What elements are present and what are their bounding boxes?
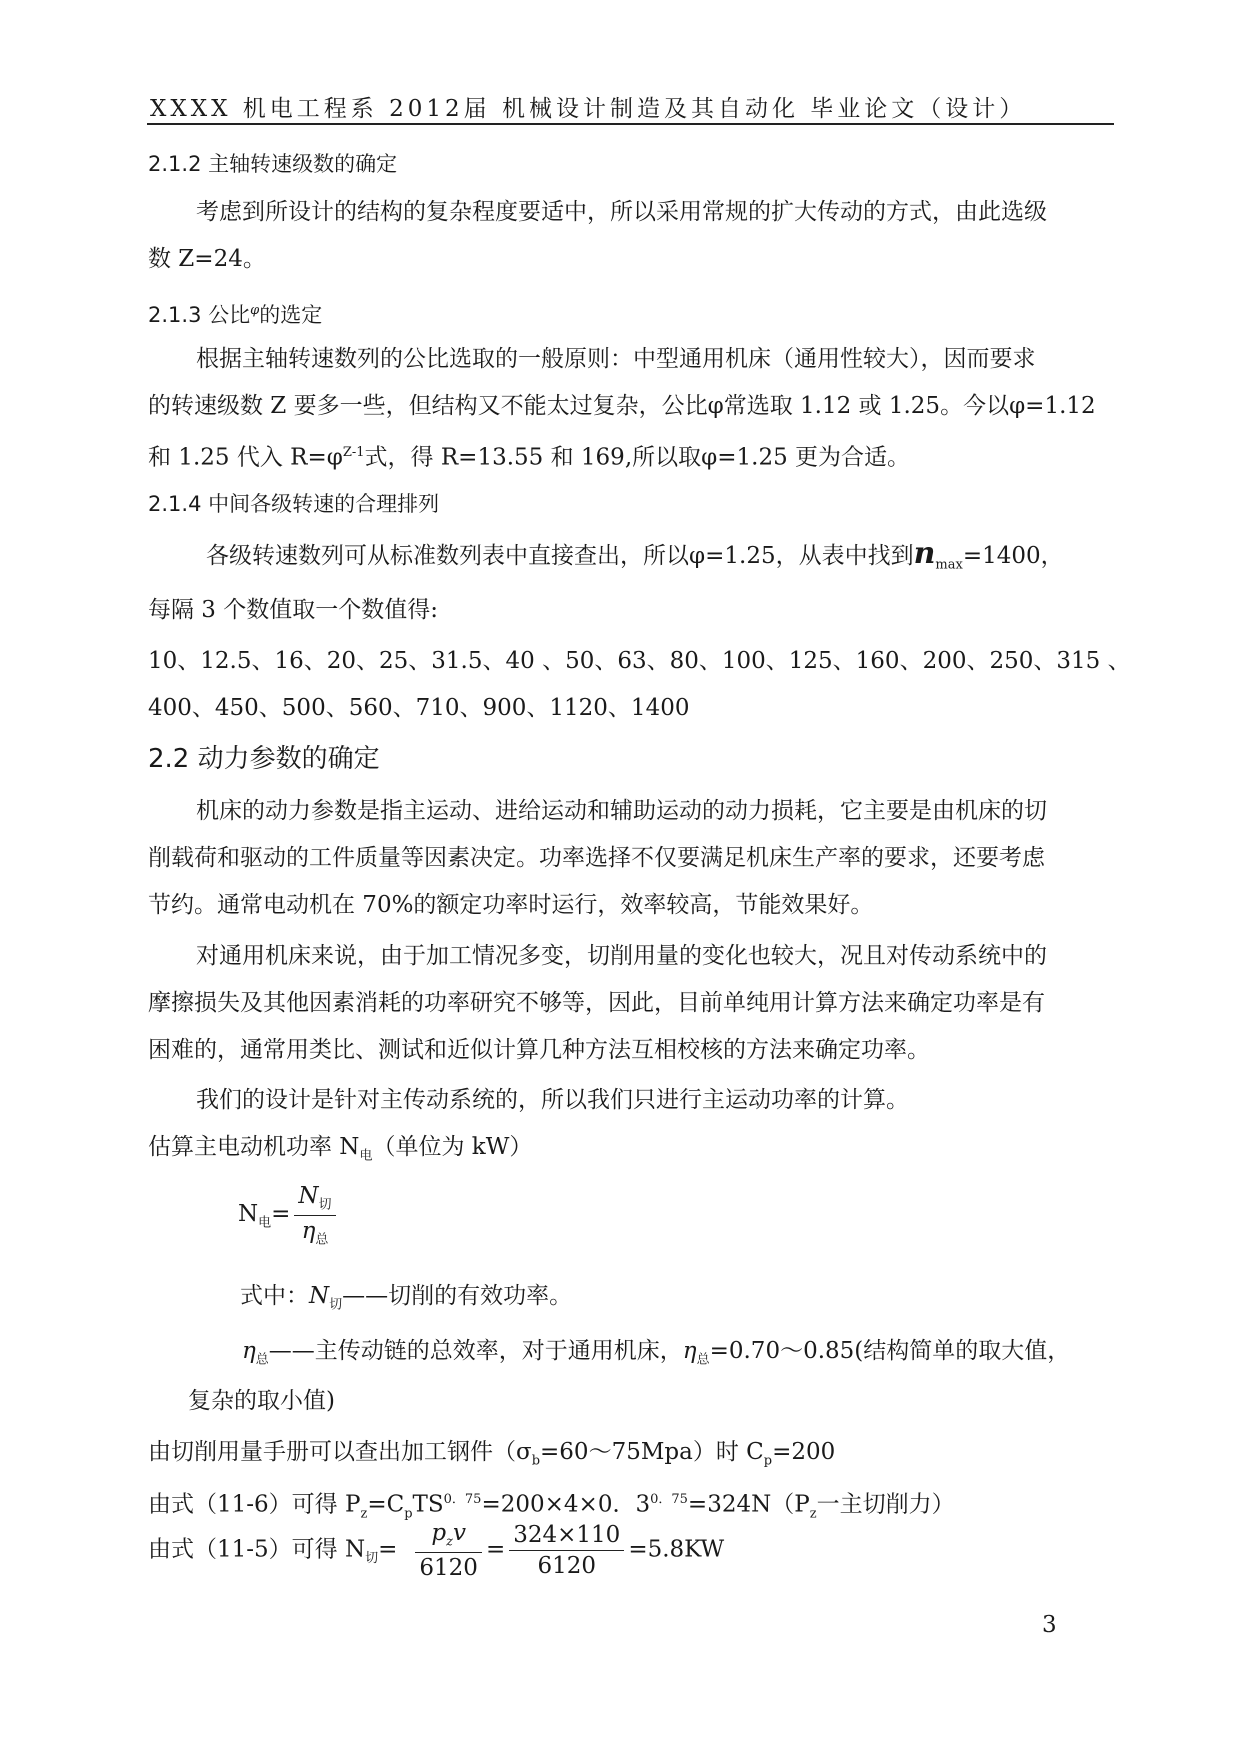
- phi-symbol: φ: [250, 303, 260, 318]
- formula-symbol: p: [431, 1520, 447, 1546]
- text-run: 各级转速数列可从标准数列表中直接查出，所以φ=1.25，从表中找到: [206, 543, 914, 569]
- running-header: XXXX 机电工程系 2012届 机械设计制造及其自动化 毕业论文（设计）: [150, 96, 1027, 122]
- paragraph-line: 对通用机床来说，由于加工情况多变，切削用量的变化也较大，况且对传动系统中的: [196, 943, 1047, 969]
- paragraph-line: 削载荷和驱动的工件质量等因素决定。功率选择不仅要满足机床生产率的要求，还要考虑: [148, 845, 1045, 871]
- paragraph-line: [148, 437, 1116, 474]
- heading-2-1-2: 2.1.2 主轴转速级数的确定: [148, 152, 398, 176]
- heading-2-1-3: [148, 295, 1116, 331]
- numerator: [415, 1520, 482, 1553]
- subscript: 总: [696, 1352, 710, 1368]
- numerator: 324×110: [509, 1522, 624, 1551]
- text-run: =0.70～0.85(结构简单的取大值，: [709, 1338, 1071, 1364]
- text-run: =C: [367, 1491, 405, 1518]
- superscript: Z-1: [342, 445, 365, 460]
- subscript: z: [809, 1506, 817, 1522]
- text-run: =324N（P: [687, 1491, 810, 1518]
- text-run: =60～75Mpa）时 C: [540, 1439, 764, 1465]
- paragraph-line: [148, 1131, 1116, 1173]
- text-run: =1400，: [962, 543, 1064, 569]
- text-run: 由式（11-5）可得 N: [148, 1536, 366, 1563]
- subscript: z: [360, 1506, 368, 1522]
- paragraph-line: 我们的设计是针对主传动系统的，所以我们只进行主运动功率的计算。: [196, 1087, 909, 1113]
- speed-series-line: 400、450、500、560、710、900、1120、1400: [148, 695, 690, 721]
- fraction: [415, 1520, 482, 1581]
- definition-line: [240, 1280, 1208, 1322]
- subscript: 切: [318, 1197, 332, 1213]
- subscript: 总: [255, 1352, 269, 1368]
- subscript: 电: [258, 1215, 272, 1231]
- equals-sign: =: [271, 1201, 291, 1228]
- denominator: 6120: [419, 1554, 478, 1581]
- formula-symbol: η: [682, 1338, 697, 1364]
- subscript: p: [763, 1453, 773, 1469]
- paragraph-line: 机床的动力参数是指主运动、进给运动和辅助运动的动力损耗，它主要是由机床的切: [196, 798, 1047, 824]
- text-run: 式中：: [240, 1283, 309, 1309]
- paragraph-line: 摩擦损失及其他因素消耗的功率研究不够等，因此，目前单纯用计算方法来确定功率是有: [148, 990, 1045, 1016]
- text-run: ——切削的有效功率。: [342, 1283, 573, 1309]
- text-run: 式，得 R=13.55 和 169,所以取φ=1.25 更为合适。: [364, 444, 911, 471]
- text-run: ——主传动链的总效率，对于通用机床，: [268, 1338, 683, 1364]
- paragraph-line: 考虑到所设计的结构的复杂程度要适中，所以采用常规的扩大传动的方式，由此选级: [196, 199, 1047, 225]
- definition-line: 复杂的取小值): [188, 1388, 335, 1414]
- subscript: 总: [315, 1232, 329, 1248]
- result-text: =5.8KW: [628, 1536, 725, 1563]
- fraction: [509, 1522, 624, 1579]
- equals-sign: =: [485, 1536, 506, 1563]
- formula-symbol: η: [242, 1338, 256, 1364]
- speed-series-line: 10、12.5、16、20、25、31.5、40 、50、63、80、100、125、160、200、250、315 、: [148, 648, 1131, 674]
- paragraph-line: 根据主轴转速数列的公比选取的一般原则：中型通用机床（通用性较大），因而要求: [196, 346, 1036, 372]
- subscript: p: [404, 1506, 413, 1522]
- heading-2-2: 2.2 动力参数的确定: [148, 744, 380, 774]
- text-run: 由切削用量手册可以查出加工钢件（σ: [148, 1439, 532, 1465]
- paragraph-line: 困难的，通常用类比、测试和近似计算几种方法互相校核的方法来确定功率。: [148, 1037, 930, 1063]
- n-symbol: n: [913, 536, 936, 571]
- paragraph-line: 节约。通常电动机在 70%的额定功率时运行，效率较高，节能效果好。: [148, 892, 874, 918]
- paragraph-line: 的转速级数 Z 要多一些，但结构又不能太过复杂，公比φ常选取 1.12 或 1.25。今以φ=1.12: [148, 393, 1096, 419]
- superscript: 0．75: [443, 1492, 482, 1507]
- paragraph-line: [206, 538, 1174, 582]
- numerator: [294, 1183, 335, 1216]
- formula-cutting-power: [148, 1520, 724, 1581]
- formula-symbol: η: [301, 1217, 316, 1244]
- text-run: 和 1.25 代入 R=φ: [148, 444, 343, 471]
- denominator: [294, 1216, 335, 1248]
- text-run: （单位为 kW）: [372, 1134, 533, 1160]
- heading-2-1-4: 2.1.4 中间各级转速的合理排列: [148, 492, 440, 516]
- text-run: =200×4×0．3: [481, 1491, 651, 1518]
- formula-symbol: N: [309, 1283, 330, 1309]
- heading-text: 2.1.3 公比: [148, 303, 251, 327]
- equals-sign: =: [378, 1536, 398, 1563]
- header-rule: [147, 123, 1114, 125]
- superscript: 0．75: [650, 1492, 688, 1507]
- formula-symbol: v: [452, 1520, 466, 1546]
- formula-symbol: N: [238, 1201, 259, 1228]
- paragraph-line: [148, 1436, 1116, 1478]
- subscript: b: [531, 1453, 541, 1469]
- text-run: 估算主电动机功率 N: [148, 1134, 360, 1160]
- subscript: 切: [365, 1550, 379, 1566]
- subscript: z: [446, 1534, 453, 1550]
- text-run: 由式（11-6）可得 P: [148, 1491, 361, 1518]
- fraction: [294, 1183, 335, 1247]
- heading-text: 的选定: [259, 303, 323, 327]
- subscript: 电: [359, 1148, 373, 1164]
- definition-line: [242, 1335, 1210, 1377]
- text-run: 一主切削力）: [816, 1491, 955, 1518]
- subscript: 切: [329, 1297, 343, 1313]
- formula-symbol: N: [298, 1183, 319, 1209]
- subscript: max: [935, 557, 963, 573]
- paragraph-line: 数 Z=24。: [148, 246, 266, 272]
- text-run: =200: [772, 1439, 836, 1465]
- formula-motor-power: [238, 1183, 340, 1247]
- denominator: 6120: [537, 1552, 597, 1579]
- page-number: 3: [1042, 1612, 1057, 1638]
- text-run: TS: [412, 1491, 444, 1518]
- paragraph-line: 每隔 3 个数值取一个数值得:: [148, 597, 439, 623]
